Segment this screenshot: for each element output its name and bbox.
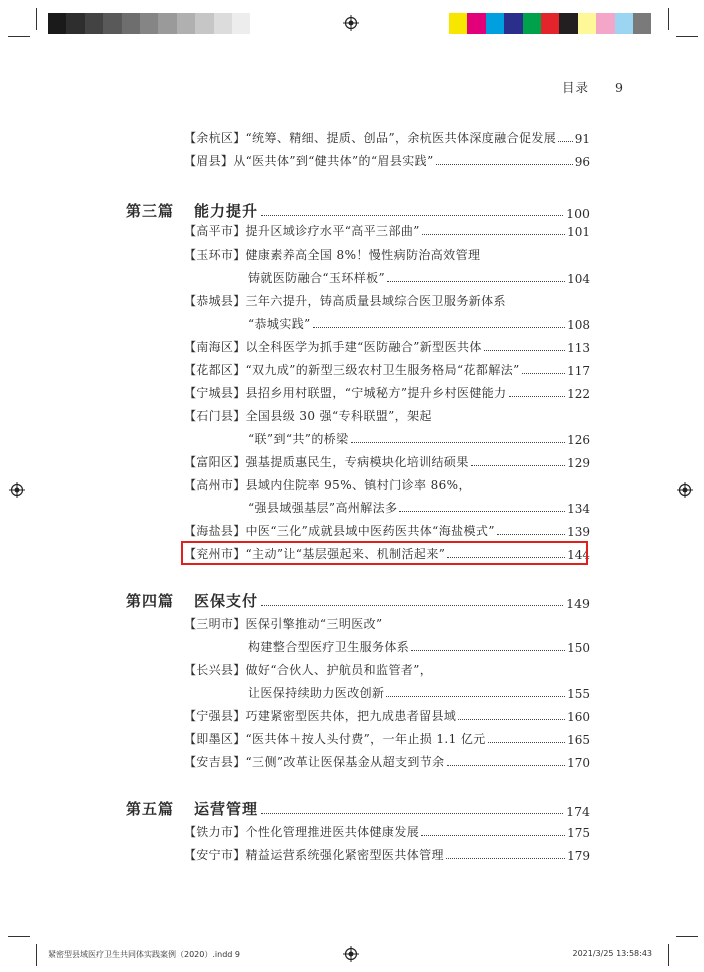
toc-entry-title: 医保引擎推动“三明医改” <box>245 617 383 631</box>
toc-entry-title-cont: 构建整合型医疗卫生服务体系 <box>248 640 410 654</box>
gray-swatch <box>122 13 140 34</box>
color-swatch <box>504 13 522 34</box>
toc-entry[interactable] <box>184 450 590 470</box>
toc-entry-place: 【兖州市】 <box>184 547 246 561</box>
toc-entry[interactable] <box>184 704 590 724</box>
registration-mark-icon <box>343 946 359 962</box>
gray-swatch <box>66 13 84 34</box>
dot-leader <box>497 534 565 535</box>
dot-leader <box>261 605 563 606</box>
toc-entry-title: “统筹、精细、提质、创品”，余杭医共体深度融合促发展 <box>245 131 557 145</box>
registration-mark-icon <box>9 482 25 498</box>
toc-entry-title: 提升区域诊疗水平“高平三部曲” <box>245 224 420 238</box>
crop-mark-bottom-right-h <box>676 936 698 937</box>
toc-entry-title-cont: 让医保持续助力医改创新 <box>248 686 385 700</box>
toc-entry-title: 县招乡用村联盟，“宁城秘方”提升乡村医健能力 <box>245 386 507 400</box>
running-head <box>562 78 624 96</box>
crop-mark-top-right-v <box>668 8 669 30</box>
toc-entry-title-cont: 铸就医防融合“玉环样板” <box>248 271 386 285</box>
toc-entry-place: 【高平市】 <box>184 224 246 238</box>
gray-swatch <box>214 13 232 34</box>
toc-entry-place: 【花都区】 <box>184 363 246 377</box>
toc-entry[interactable] <box>184 820 590 840</box>
color-swatch <box>467 13 485 34</box>
toc-part-label: 第五篇 <box>126 800 175 818</box>
toc-part-heading[interactable] <box>126 199 590 221</box>
toc-entry-title: 中医“三化”成就县域中医药医共体“海盐模式” <box>245 524 495 538</box>
toc-entry-title: 以全科医学为抓手建“医防融合”新型医共体 <box>245 340 482 354</box>
dot-leader <box>313 327 565 328</box>
dot-leader <box>351 442 566 443</box>
toc-entry-title-cont: “强县域强基层”高州解法多 <box>248 501 398 515</box>
toc-part-page: 174 <box>566 804 590 819</box>
toc-part-name: 能力提升 <box>194 202 259 220</box>
toc-entry[interactable] <box>184 473 590 493</box>
dot-leader <box>261 215 563 216</box>
toc-part-label: 第四篇 <box>126 592 175 610</box>
color-swatch <box>596 13 614 34</box>
toc-entry-title-cont: “联”到“共”的桥梁 <box>248 432 349 446</box>
dot-leader <box>509 396 566 397</box>
toc-entry-page: 139 <box>567 525 590 539</box>
toc-entry-place: 【宁强县】 <box>184 709 246 723</box>
crop-mark-top-left-v <box>36 8 37 30</box>
toc-entry-continuation[interactable] <box>248 635 590 655</box>
toc-entry-title: 强基提质惠民生，专病模块化培训结硕果 <box>245 455 469 469</box>
toc-entry-place: 【长兴县】 <box>184 663 246 677</box>
toc-entry-place: 【高州市】 <box>184 478 246 492</box>
dot-leader <box>558 141 573 142</box>
toc-part-heading[interactable] <box>126 797 590 819</box>
toc-entry-title-cont: “恭城实践” <box>248 317 311 331</box>
dot-leader <box>484 350 565 351</box>
gray-swatch <box>158 13 176 34</box>
highlight-box <box>181 541 588 565</box>
toc-entry[interactable] <box>184 750 590 770</box>
gray-swatch <box>195 13 213 34</box>
dot-leader <box>386 696 565 697</box>
registration-mark-icon <box>343 15 359 31</box>
toc-entry-continuation[interactable] <box>248 496 590 516</box>
toc-entry-page: 175 <box>567 826 590 840</box>
toc-entry-page: 91 <box>574 132 590 146</box>
toc-entry[interactable] <box>184 404 590 424</box>
toc-entry-title: 巧建紧密型医共体，把九成患者留县域 <box>245 709 457 723</box>
toc-entry[interactable] <box>184 126 590 146</box>
running-head-page-number: 9 <box>615 80 624 95</box>
toc-entry-title: “双九成”的新型三级农村卫生服务格局“花都解法” <box>245 363 520 377</box>
dot-leader <box>471 465 565 466</box>
dot-leader <box>387 281 565 282</box>
toc-entry-place: 【眉县】 <box>184 154 234 168</box>
toc-entry-place: 【富阳区】 <box>184 455 246 469</box>
toc-entry-place: 【铁力市】 <box>184 825 246 839</box>
dot-leader <box>522 373 565 374</box>
toc-part-heading[interactable] <box>126 589 590 611</box>
toc-entry-continuation[interactable] <box>248 427 590 447</box>
gray-swatch <box>177 13 195 34</box>
toc-part-page: 149 <box>566 596 590 611</box>
toc-entry-page: 126 <box>567 433 590 447</box>
dot-leader <box>436 164 573 165</box>
toc-part-name: 医保支付 <box>194 592 259 610</box>
toc-entry-page: 170 <box>567 756 590 770</box>
toc-entry-title: 从“医共体”到“健共体”的“眉县实践” <box>233 154 434 168</box>
toc-entry-title: “三侧”改革让医保基金从超支到节余 <box>245 755 445 769</box>
toc-entry[interactable] <box>184 358 590 378</box>
toc-entry[interactable] <box>184 519 590 539</box>
gray-swatch <box>232 13 250 34</box>
toc-entry[interactable] <box>184 289 590 309</box>
gray-swatch <box>140 13 158 34</box>
dot-leader <box>488 742 565 743</box>
toc-entry-place: 【即墨区】 <box>184 732 246 746</box>
toc-entry[interactable] <box>184 381 590 401</box>
gray-swatch <box>48 13 66 34</box>
toc-entry-page: 165 <box>567 733 590 747</box>
color-swatch <box>615 13 633 34</box>
toc-entry-place: 【安吉县】 <box>184 755 246 769</box>
toc-entry-page: 113 <box>567 341 590 355</box>
toc-entry-title: 县域内住院率 95%、镇村门诊率 86%， <box>245 478 471 492</box>
toc-entry-place: 【海盐县】 <box>184 524 246 538</box>
timestamp-slug: 2021/3/25 13:58:43 <box>572 949 652 958</box>
grayscale-calibration-bar <box>48 13 250 34</box>
crop-mark-bottom-left-h <box>8 936 30 937</box>
toc-part-label: 第三篇 <box>126 202 175 220</box>
toc-entry[interactable] <box>184 843 590 863</box>
dot-leader <box>411 650 565 651</box>
dot-leader <box>447 765 566 766</box>
toc-entry[interactable] <box>184 612 590 632</box>
toc-entry[interactable] <box>184 727 590 747</box>
crop-mark-top-right-h <box>676 36 698 37</box>
toc-entry-place: 【余杭区】 <box>184 131 246 145</box>
toc-entry-place: 【三明市】 <box>184 617 246 631</box>
toc-part-name: 运营管理 <box>194 800 259 818</box>
crop-mark-top-left-h <box>8 36 30 37</box>
dot-leader <box>399 511 565 512</box>
toc-entry-place: 【恭城县】 <box>184 294 246 308</box>
toc-entry-title: 个性化管理推进医共体健康发展 <box>245 825 420 839</box>
toc-entry-continuation[interactable] <box>248 312 590 332</box>
gray-swatch <box>103 13 121 34</box>
toc-entry-page: 96 <box>574 155 590 169</box>
toc-entry-title: “主动”让“基层强起来、机制活起来” <box>245 547 446 561</box>
toc-entry-title: 精益运营系统强化紧密型医共体管理 <box>245 848 444 862</box>
color-swatch <box>523 13 541 34</box>
dot-leader <box>261 813 563 814</box>
toc-entry-page: 129 <box>567 456 590 470</box>
toc-entry-page: 144 <box>567 548 590 562</box>
file-slug: 紧密型县域医疗卫生共同体实践案例（2020）.indd 9 <box>48 950 240 959</box>
dot-leader <box>458 719 565 720</box>
toc-entry-page: 179 <box>567 849 590 863</box>
crop-mark-bottom-left-v <box>36 944 37 966</box>
running-head-section: 目录 <box>562 80 590 95</box>
toc-entry-place: 【石门县】 <box>184 409 246 423</box>
toc-entry-page: 160 <box>567 710 590 724</box>
toc-part-page: 100 <box>566 206 590 221</box>
color-swatch <box>559 13 577 34</box>
toc-entry[interactable] <box>184 149 590 169</box>
color-calibration-bar <box>449 13 651 34</box>
toc-entry-page: 117 <box>567 364 590 378</box>
toc-entry-place: 【宁城县】 <box>184 386 246 400</box>
color-swatch <box>449 13 467 34</box>
gray-swatch <box>85 13 103 34</box>
toc-entry[interactable] <box>184 658 590 678</box>
toc-entry-title: 做好“合伙人、护航员和监管者”， <box>245 663 433 677</box>
toc-entry-page: 155 <box>567 687 590 701</box>
toc-entry-place: 【安宁市】 <box>184 848 246 862</box>
toc-entry[interactable] <box>184 243 590 263</box>
toc-entry[interactable] <box>184 219 590 239</box>
toc-entry-title: “医共体＋按人头付费”，一年止损 1.1 亿元 <box>245 732 486 746</box>
toc-entry[interactable] <box>184 335 590 355</box>
toc-entry-continuation[interactable] <box>248 681 590 701</box>
toc-entry-page: 122 <box>567 387 590 401</box>
crop-mark-bottom-right-v <box>668 944 669 966</box>
toc-entry-page: 108 <box>567 318 590 332</box>
color-swatch <box>578 13 596 34</box>
toc-entry-title: 三年六提升，铸高质量县域综合医卫服务新体系 <box>245 294 506 308</box>
color-swatch <box>486 13 504 34</box>
toc-entry-title: 健康素养高全国 8%！慢性病防治高效管理 <box>245 248 481 262</box>
dot-leader <box>422 234 565 235</box>
toc-entry-continuation[interactable] <box>248 266 590 286</box>
toc-entry-page: 134 <box>567 502 590 516</box>
color-swatch <box>633 13 651 34</box>
toc-entry-page: 101 <box>567 225 590 239</box>
dot-leader <box>421 835 565 836</box>
toc-entry-place: 【南海区】 <box>184 340 246 354</box>
toc-entry-title: 全国县级 30 强“专科联盟”，架起 <box>245 409 432 423</box>
toc-entry-page: 150 <box>567 641 590 655</box>
registration-mark-icon <box>677 482 693 498</box>
toc-entry-page: 104 <box>567 272 590 286</box>
color-swatch <box>541 13 559 34</box>
dot-leader <box>446 858 565 859</box>
toc-entry-place: 【玉环市】 <box>184 248 246 262</box>
